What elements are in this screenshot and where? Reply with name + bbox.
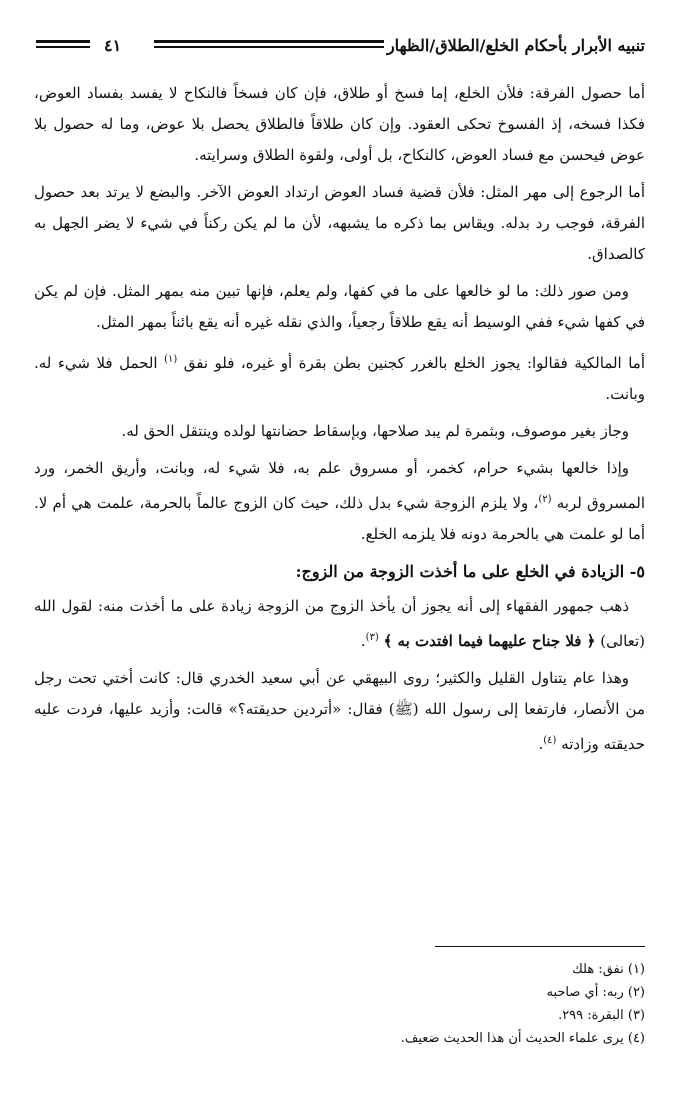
main-text xyxy=(34,78,645,766)
text: ، ولا يلزم الزوجة شيء بدل ذلك، حيث كان الزوج عالماً بالحرمة، علمت هي أم لا. أما لو علمت هي بالحرمة دونه فلا يلزمه الخلع. xyxy=(34,494,645,543)
text: ذهب جمهور الفقهاء إلى أنه يجوز أن يأخذ الزوج من الزوجة زيادة على ما أخذت منه: لقول الله (تعالى) xyxy=(34,597,645,650)
text: وإذا خالعها بشيء حرام، كخمر، أو مسروق علم به، فلا شيء له، وبانت، وأريق الخمر، ورد المسروق لربه xyxy=(34,459,646,512)
text: . xyxy=(538,735,544,753)
running-header xyxy=(36,34,645,64)
text: وهذا عام يتناول القليل والكثير؛ روى البيهقي عن أبي سعيد الخدري قال: كانت أختي تحت رجل من الأنصار، فارتفعا إلى رسول الله (ﷺ) فقال: «أتردين حديقته؟» قالت: وأزيد عليها، فردت عليه حديقته وزادته xyxy=(34,669,645,753)
header-rule-middle-thin xyxy=(154,46,384,48)
quran-verse: ﴿ فلا جناح عليهما فيما افتدت به ﴾ xyxy=(383,632,596,650)
footnote-ref: (٤) xyxy=(543,735,557,746)
footnote-separator xyxy=(435,946,645,947)
footnote-ref: (٣) xyxy=(365,632,379,643)
footnote: (١) نفق: هلك xyxy=(572,962,645,977)
text: . xyxy=(360,632,366,650)
paragraph: أما الرجوع إلى مهر المثل: فلأن قضية فساد العوض ارتداد العوض الآخر. والبضع لا يرتد بعد حصول الفرقة، فوجب رد بدله. ويقاس بما ذكره ما يشبهه، لأن ما لم يكن ركناً في شيء لا يضر الجهل به كالصداق. xyxy=(34,183,645,263)
section-heading: ٥- الزيادة في الخلع على ما أخذت الزوجة من الزوج: xyxy=(295,562,645,581)
text: أما المالكية فقالوا: يجوز الخلع بالغرر كجنين بطن بقرة أو غيره، فلو نفق xyxy=(183,354,645,372)
footnote: (٤) يرى علماء الحديث أن هذا الحديث ضعيف. xyxy=(400,1031,645,1046)
footnote-ref: (١) xyxy=(164,354,178,365)
page-number: ٤١ xyxy=(104,36,122,55)
footnote: (٢) ربه: أي صاحبه xyxy=(546,985,645,1000)
header-rule-left-thin xyxy=(36,46,90,48)
footnote: (٣) البقرة: ٢٩٩. xyxy=(558,1008,645,1023)
paragraph: أما حصول الفرقة: فلأن الخلع، إما فسخ أو طلاق، فإن كان فسخاً فالنكاح لا يفسد بفساد العوض، فكذا فسخه، إذ الفسوخ تحكى العقود. وإن كان طلاقاً فالطلاق يحصل بلا عوض، وما له حصول بلا عوض فيحسن مع فساد العوض، كالنكاح، بل أولى، ولقوة الطلاق وسرايته. xyxy=(34,84,645,164)
book-title: تنبيه الأبرار بأحكام الخلع/الطلاق/الظهار xyxy=(386,36,645,55)
header-rule-middle xyxy=(154,40,384,43)
text: الحمل فلا شيء له. وبانت. xyxy=(34,354,645,403)
paragraph: وجاز بغير موصوف، وبثمرة لم يبد صلاحها، وبإسقاط حضانتها لولده وينتقل الحق له. xyxy=(121,422,629,440)
paragraph-haram xyxy=(34,453,645,550)
footnotes xyxy=(34,958,645,1050)
paragraph-jumhur xyxy=(34,591,645,657)
header-rule-left xyxy=(36,40,90,43)
paragraph-maliki xyxy=(34,344,645,410)
paragraph-hadith xyxy=(34,663,645,760)
footnote-ref: (٢) xyxy=(538,494,552,505)
paragraph: ومن صور ذلك: ما لو خالعها على ما في كفها، ولم يعلم، فإنها تبين منه بمهر المثل. فإن لم يكن في كفها شيء ففي الوسيط أنه يقع طلاقاً رجعياً، والذي نقله غيره أنه يقع بائناً بمهر المثل. xyxy=(34,282,645,331)
